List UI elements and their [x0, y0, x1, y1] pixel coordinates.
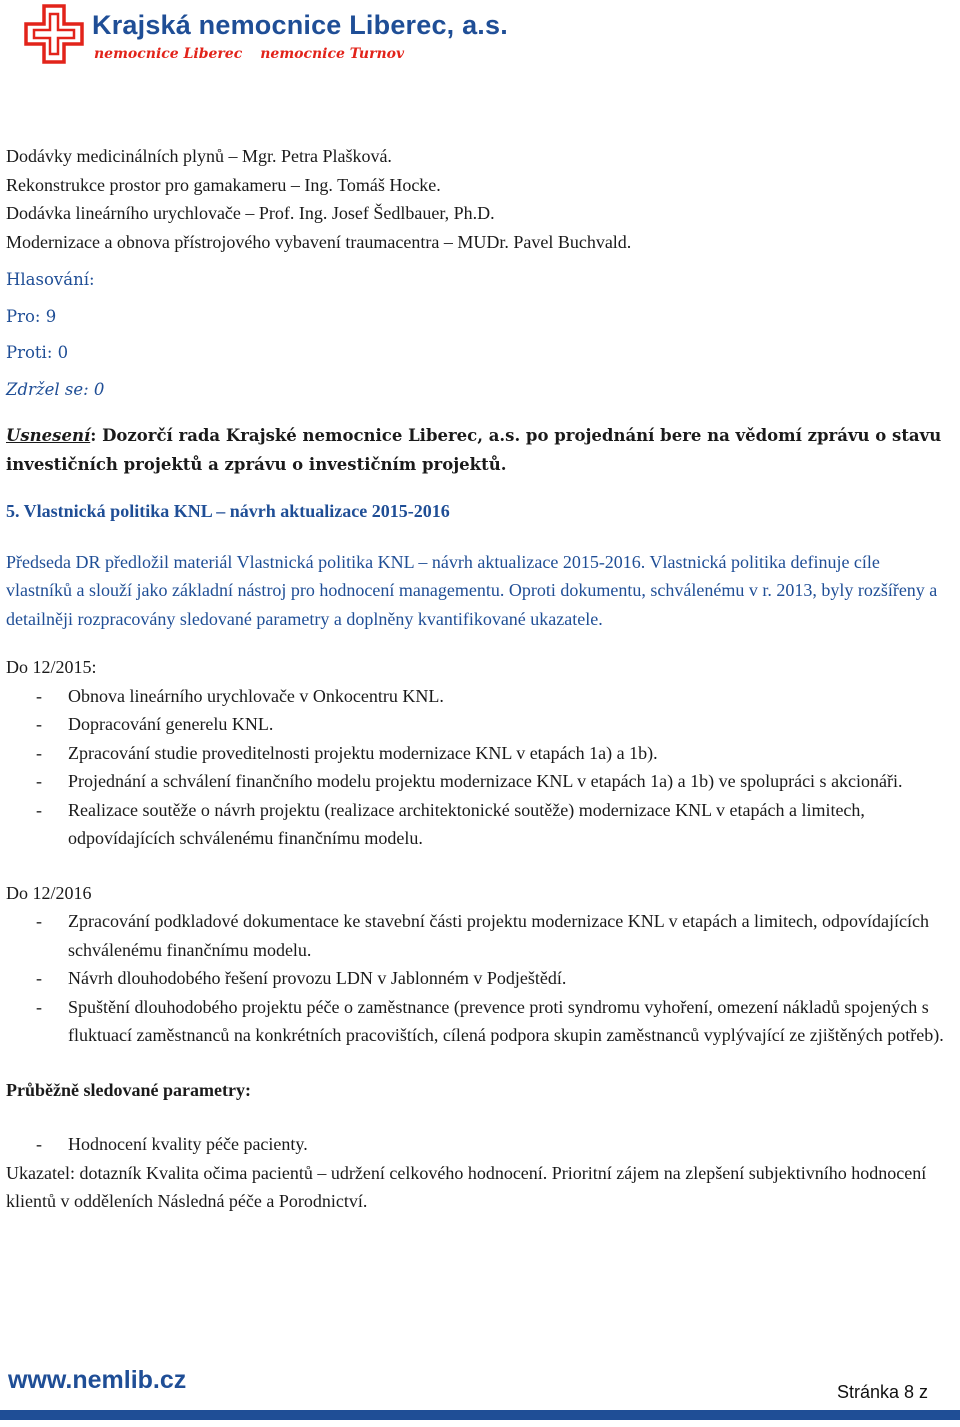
organization-name: Krajská nemocnice Liberec, a.s. — [92, 10, 508, 40]
footer-divider — [0, 1410, 820, 1420]
list-item: - Zpracování studie proveditelnosti projektu modernizace KNL v etapách 1a) a 1b). — [36, 742, 658, 763]
voting-zdrzel: Zdržel se: 0 — [6, 379, 105, 399]
page-header — [0, 0, 960, 80]
line-top-1: Dodávky medicinálních plynů – Mgr. Petra Plašková. — [6, 146, 392, 166]
list-item: - Dopracování generelu KNL. — [36, 714, 274, 734]
line-top-3: Dodávka lineárního urychlovače – Prof. Ing. Josef Šedlbauer, Ph.D. — [6, 203, 495, 223]
hospital-cross-logo-icon — [24, 4, 84, 64]
organization-subtitle — [94, 46, 422, 62]
voting-label: Hlasování: — [6, 270, 95, 289]
list-item: - Hodnocení kvality péče pacienty. — [36, 1134, 308, 1154]
line-top-2: Rekonstrukce prostor pro gamakameru – Ing. Tomáš Hocke. — [6, 174, 441, 195]
list-item: - Návrh dlouhodobého řešení provozu LDN v Jablonném v Podještědí. — [36, 968, 567, 988]
footer-divider-right — [820, 1410, 960, 1420]
para-part-c: Oproti dokumentu, schválenému v r. — [504, 580, 772, 600]
list-item: - Spuštění dlouhodobého projektu péče o zaměstnance (prevence proti syndromu vyhoření, omezení nákladů spojených s fluktuací zaměstnanců na konkrétních pracovištích, cílená podpora skupin zaměstnanců vyplývající ze zjištěných potřeb). — [36, 996, 944, 1045]
list-item: - Projednání a schválení finančního modelu projektu modernizace KNL v etapách 1a) a 1b) ve spolupráci s akcionáři. — [36, 771, 903, 791]
footer-url: www.nemlib.cz — [8, 1366, 187, 1394]
params-list — [6, 1130, 946, 1159]
voting-proti: Proti: 0 — [6, 343, 69, 362]
do-2015-label: Do 12/2015: — [6, 657, 97, 677]
do-2016-list — [6, 907, 946, 1050]
do-2015-list — [6, 682, 946, 853]
section-5-title: 5. Vlastnická politika KNL – návrh aktualizace 2015-2016 — [6, 501, 450, 521]
resolution — [6, 422, 946, 479]
para-part-a: Předseda DR předložil materiál Vlastnická politika KNL – návrh aktualizace 2015-2016. — [6, 551, 646, 572]
line-top-4: Modernizace a obnova přístrojového vybavení traumacentra – MUDr. Pavel Buchvald. — [6, 231, 632, 252]
subtitle-turnov: nemocnice Turnov — [260, 46, 405, 62]
list-item: - Zpracování podkladové dokumentace ke stavební části projektu modernizace KNL v etapách a limitech, odpovídajících schválenému finančnímu modelu. — [36, 911, 930, 960]
document-body — [6, 142, 946, 1216]
params-title: Průběžně sledované parametry: — [6, 1079, 251, 1100]
subtitle-liberec: nemocnice Liberec — [94, 46, 243, 62]
indicator-paragraph: Ukazatel: dotazník Kvalita očima pacientů – udržení celkového hodnocení. Prioritní zájem na zlepšení subjektivního hodnocení klientů v odděleních Následná péče a Porodnictví. — [6, 1162, 927, 1211]
list-item: - Obnova lineárního urychlovače v Onkocentru KNL. — [36, 685, 444, 706]
voting-pro: Pro: 9 — [6, 306, 57, 326]
do-2016-label: Do 12/2016 — [6, 882, 92, 903]
list-item: - Realizace soutěže o návrh projektu (realizace architektonické soutěže) modernizace KNL v etapách a limitech, odpovídajících schválenému finančnímu modelu. — [36, 799, 865, 848]
section-5-paragraph — [6, 548, 946, 634]
para-part-d: 2013, byly rozšířeny a detailněji rozpracovány sledované parametry a doplněny kvantifikované ukazatele. — [6, 580, 938, 629]
para-part-b: Vlastnická politika definuje cíle vlastníků a slouží jako základní nástroj pro hodnocení managementu. — [6, 551, 880, 600]
resolution-text: : Dozorčí rada Krajské nemocnice Liberec, a.s. po projednání bere na vědomí zprávu o stavu investičních projektů a zprávu o investičním projektů. — [6, 426, 942, 474]
resolution-label: Usnesení — [6, 426, 91, 445]
footer-page-number: Stránka 8 z — [836, 1382, 928, 1402]
page-footer — [0, 1360, 960, 1427]
